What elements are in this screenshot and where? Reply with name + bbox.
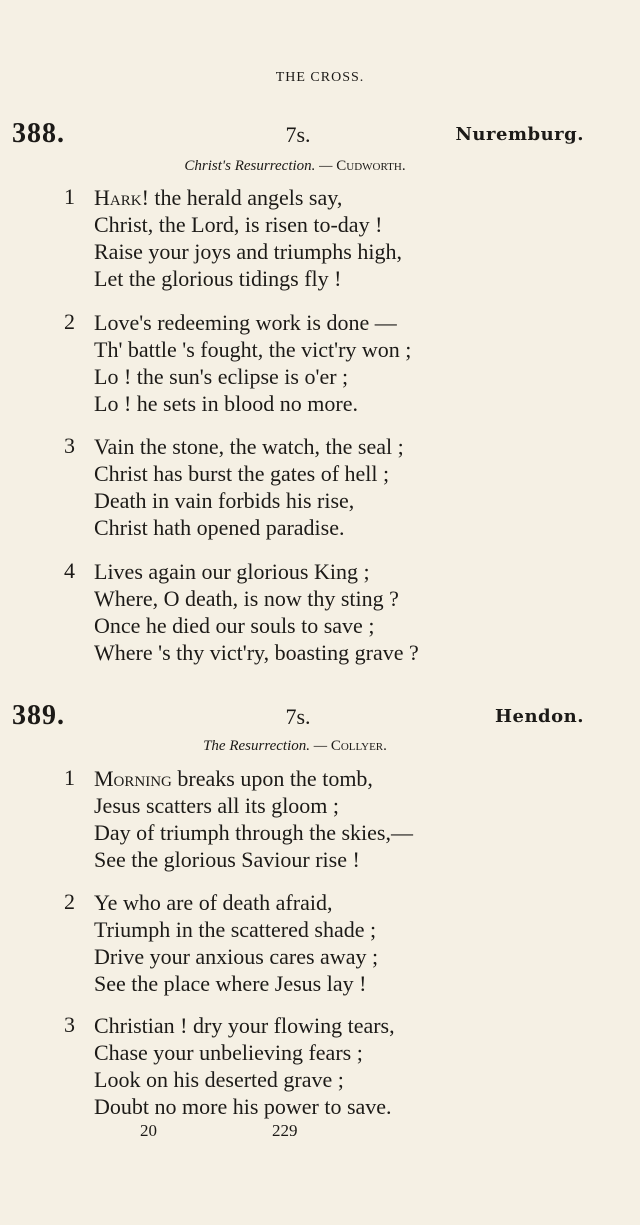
stanza-line: Once he died our souls to save ;: [94, 613, 375, 638]
hymn-subtitle-title: The Resurrection.: [203, 738, 311, 754]
hymn-subtitle-title: Christ's Resurrection.: [184, 158, 316, 174]
stanza-number: 4: [64, 558, 75, 583]
stanza-number: 1: [64, 765, 75, 790]
stanza-line: Day of triumph through the skies,—: [94, 820, 413, 845]
stanza-number: 3: [64, 433, 75, 458]
stanza-388-4: [64, 558, 524, 666]
hymn-number: 388.: [12, 118, 65, 149]
stanza-line: Look on his deserted grave ;: [94, 1067, 344, 1092]
page-number: 229: [272, 1121, 298, 1140]
stanza-389-2: [64, 889, 524, 997]
stanza-line: Lo ! the sun's eclipse is o'er ;: [94, 364, 349, 389]
stanza-line: Christ, the Lord, is risen to-day !: [94, 212, 383, 237]
stanza-line: See the glorious Saviour rise !: [94, 847, 360, 872]
stanza-line: Let the glorious tidings fly !: [94, 266, 342, 291]
stanza-line: Where, O death, is now thy sting ?: [94, 586, 399, 611]
stanza-line: Love's redeeming work is done —: [94, 310, 397, 335]
stanza-line: Th' battle 's fought, the vict'ry won ;: [94, 337, 412, 362]
stanza-number: 2: [64, 309, 75, 334]
first-word: Morning: [94, 766, 172, 791]
stanza-line: See the place where Jesus lay !: [94, 971, 367, 996]
line-rest: breaks upon the tomb,: [171, 766, 373, 791]
stanza-number: 3: [64, 1012, 75, 1037]
stanza-line: Christ has burst the gates of hell ;: [94, 461, 390, 486]
signature-mark: 20: [140, 1121, 157, 1140]
page-footer: [0, 1121, 640, 1145]
hymn-meter: 7s.: [285, 704, 311, 729]
stanza-line: Lo ! he sets in blood no more.: [94, 391, 358, 416]
stanza-line: Where 's thy vict'ry, boasting grave ?: [94, 640, 419, 665]
hymn-number: 389.: [12, 700, 65, 731]
line-rest: ! the herald angels say,: [141, 185, 343, 210]
stanza-line: [94, 765, 524, 792]
subtitle-dash: —: [310, 738, 331, 754]
stanza-line: Triumph in the scattered shade ;: [94, 917, 377, 942]
stanza-line: Chase your unbelieving fears ;: [94, 1040, 363, 1065]
stanza-389-1: [64, 765, 524, 873]
first-word: Hark: [94, 185, 142, 210]
stanza-line: [94, 184, 524, 211]
hymn-subtitle-388: [0, 158, 590, 175]
running-head: THE CROSS.: [275, 70, 365, 85]
stanza-line: Death in vain forbids his rise,: [94, 488, 355, 513]
stanza-line: Christian ! dry your flowing tears,: [94, 1013, 395, 1038]
hymn-author: Collyer.: [330, 738, 387, 754]
stanza-389-3: [64, 1012, 524, 1120]
hymn-tune: Hendon.: [495, 706, 584, 727]
hymn-tune: Nuremburg.: [455, 124, 584, 145]
stanza-line: Christ hath opened paradise.: [94, 515, 345, 540]
stanza-388-2: [64, 309, 524, 417]
hymn-subtitle-389: [0, 738, 590, 755]
hymn-author: Cudworth.: [336, 158, 406, 174]
stanza-388-1: [64, 184, 524, 292]
hymn-header-388: [12, 118, 584, 152]
stanza-line: Jesus scatters all its gloom ;: [94, 793, 340, 818]
subtitle-dash: —: [315, 158, 337, 174]
hymn-header-389: [12, 700, 584, 734]
hymn-meter: 7s.: [285, 122, 311, 147]
stanza-line: Ye who are of death afraid,: [94, 890, 333, 915]
stanza-number: 2: [64, 889, 75, 914]
stanza-line: Doubt no more his power to save.: [94, 1094, 392, 1119]
stanza-388-3: [64, 433, 524, 541]
stanza-line: Drive your anxious cares away ;: [94, 944, 379, 969]
stanza-number: 1: [64, 184, 75, 209]
stanza-line: Lives again our glorious King ;: [94, 559, 370, 584]
stanza-line: Vain the stone, the watch, the seal ;: [94, 434, 404, 459]
stanza-line: Raise your joys and triumphs high,: [94, 239, 402, 264]
